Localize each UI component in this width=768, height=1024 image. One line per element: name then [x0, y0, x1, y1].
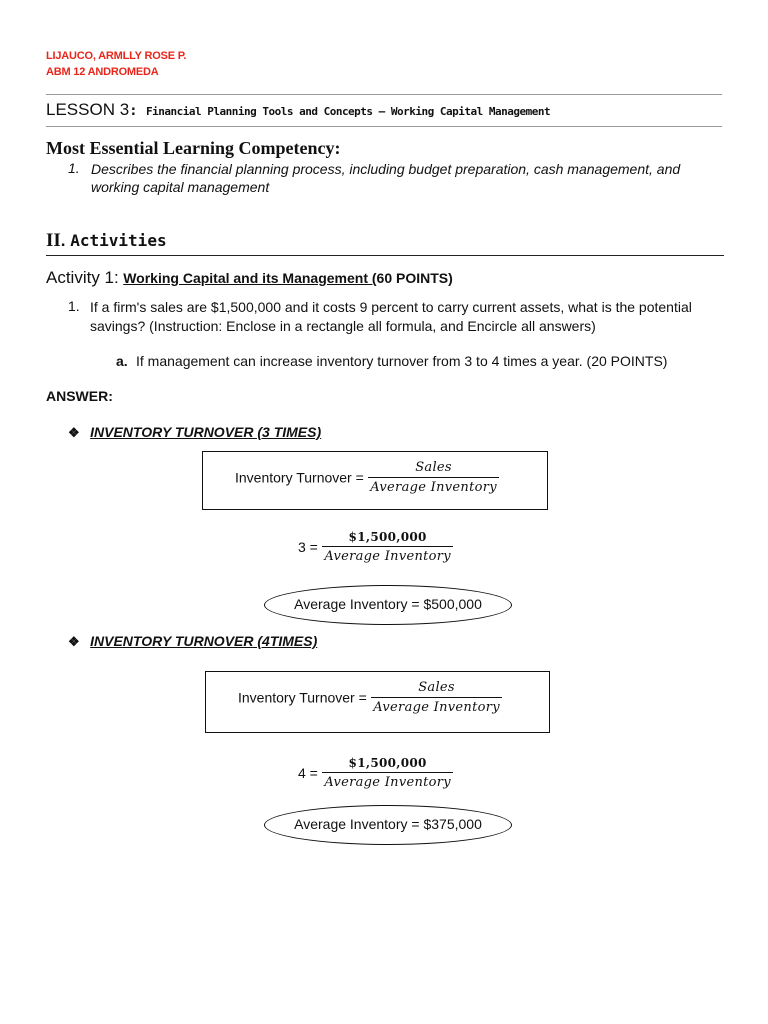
case1-heading-row [68, 424, 321, 442]
section-rule [46, 255, 724, 256]
class-section: ABM 12 ANDROMEDA [46, 66, 159, 78]
case1-calc-fraction [322, 530, 453, 564]
sub-question-text: If management can increase inventory turnover from 3 to 4 times a year. (20 POINTS) [136, 353, 668, 369]
lesson-line [46, 100, 550, 120]
case1-heading: INVENTORY TURNOVER (3 TIMES) [90, 424, 322, 440]
question-number: 1. [68, 298, 80, 314]
competency-item-text: Describes the financial planning process, including budget preparation, cash management, and working capital management [91, 161, 681, 195]
case2-heading: INVENTORY TURNOVER (4TIMES) [90, 633, 318, 649]
lesson-rule [46, 126, 722, 127]
case2-calc-lhs: 4 = [298, 765, 318, 781]
activity-points: 60 POINTS) [376, 270, 453, 286]
case1-result: Average Inventory = $500,000 [294, 596, 482, 612]
case2-calc-fraction [322, 756, 453, 790]
competency-item-number: 1. [68, 160, 80, 176]
lesson-separator: : [129, 103, 147, 119]
diamond-bullet-icon: ❖ [68, 634, 80, 649]
case1-calculation [298, 530, 453, 564]
case2-formula-box [205, 671, 550, 733]
activity-title: Working Capital and its Management ( [123, 270, 377, 286]
case2-heading-row [68, 633, 317, 651]
question-text: If a firm's sales are $1,500,000 and it costs 9 percent to carry current assets, what is the potential savings? (Instruction: Enclose in a rectangle all formula, and Encircle all answers) [90, 299, 692, 334]
section-dot: . [60, 231, 71, 250]
case2-formula-denominator: Average Inventory [371, 697, 502, 715]
case2-formula-numerator: Sales [418, 680, 455, 695]
case1-formula-lhs: Inventory Turnover = [235, 469, 364, 486]
case1-formula-denominator: Average Inventory [368, 477, 499, 495]
competency-heading: Most Essential Learning Competency: [46, 138, 341, 158]
case1-formula [235, 460, 499, 495]
case1-formula-numerator: Sales [415, 460, 452, 475]
case2-calculation [298, 756, 453, 790]
top-rule [46, 94, 722, 95]
case2-formula [238, 680, 502, 715]
case2-calc-numerator: $1,500,000 [348, 756, 427, 770]
case2-formula-fraction [371, 680, 502, 715]
diamond-bullet-icon: ❖ [68, 425, 80, 440]
activity-heading [46, 268, 453, 288]
case1-calc-lhs: 3 = [298, 539, 318, 555]
lesson-title: Financial Planning Tools and Concepts – Working Capital Management [146, 105, 551, 118]
lesson-label: LESSON 3 [46, 100, 130, 119]
case1-formula-box [202, 451, 548, 510]
section-number: II [46, 230, 61, 251]
section-heading [46, 230, 167, 252]
case1-calc-numerator: $1,500,000 [348, 530, 427, 544]
student-name: LIJAUCO, ARMLLY ROSE P. [46, 50, 187, 62]
case2-result: Average Inventory = $375,000 [294, 816, 482, 832]
case2-calc-denominator: Average Inventory [322, 772, 453, 790]
activity-label: Activity 1: [46, 268, 119, 287]
sub-question-letter: a. [116, 353, 128, 369]
case1-calc-denominator: Average Inventory [322, 546, 453, 564]
case2-formula-lhs: Inventory Turnover = [238, 689, 367, 706]
answer-label: ANSWER: [46, 388, 113, 404]
case1-formula-fraction [368, 460, 499, 495]
section-title: Activities [70, 231, 167, 250]
